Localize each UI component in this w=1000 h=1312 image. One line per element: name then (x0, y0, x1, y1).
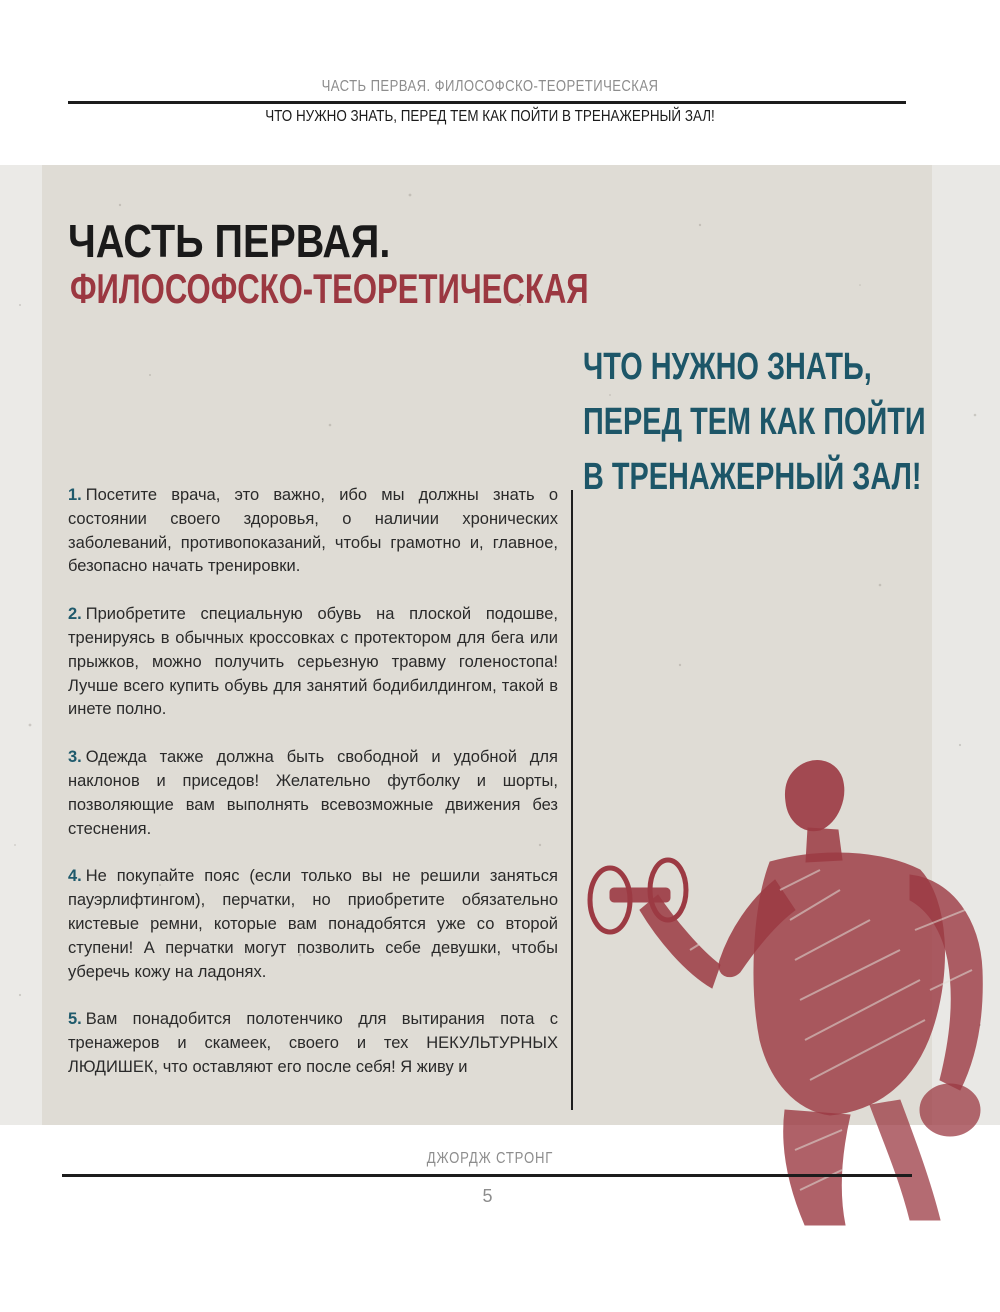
item-text: Одежда также должна быть свободной и удобной для наклонов и приседов! Желательно футболку и шорты, позволяющие вам выполнять всевозможные движения без стеснения. (68, 748, 558, 838)
topic-heading-line: ЧТО НУЖНО ЗНАТЬ, (583, 346, 872, 388)
header-rule (68, 101, 906, 104)
item-text: Приобретите специальную обувь на плоской подошве, тренируясь в обычных кроссовках с протектором для бега или прыжков, можно получить серьезную травму голеностопа! Лучше всего купить обувь для занятий бодибилдингом, такой в инете полно. (68, 605, 558, 719)
item-number: 3. (68, 748, 82, 767)
topic-heading (583, 340, 926, 505)
item-number: 1. (68, 486, 82, 504)
item-text: Вам понадобится полотенчико для вытирания пота с тренажеров и скамеек, своего и тех НЕКУЛЬТУРНЫХ ЛЮДИШЕК, что оставляют его после себя! Я живу и (68, 1010, 558, 1076)
item-number: 2. (68, 605, 82, 624)
running-header (0, 0, 1000, 150)
list-item (68, 603, 558, 722)
item-number: 5. (68, 1010, 82, 1029)
list-item (68, 1008, 558, 1079)
list-item (68, 865, 558, 984)
running-header-section: ЧАСТЬ ПЕРВАЯ. ФИЛОСОФСКО-ТЕОРЕТИЧЕСКАЯ (321, 78, 659, 95)
topic-heading-line: В ТРЕНАЖЕРНЫЙ ЗАЛ! (583, 456, 922, 498)
item-text: Посетите врача, это важно, ибо мы должны знать о состоянии своего здоровья, о наличии хронических заболеваний, противопоказаний, чтобы грамотно и, главное, безопасно начать тренировки. (68, 486, 558, 576)
item-number: 4. (68, 867, 82, 886)
list-item (68, 746, 558, 841)
running-header-chapter: ЧТО НУЖНО ЗНАТЬ, ПЕРЕД ТЕМ КАК ПОЙТИ В ТРЕНАЖЕРНЫЙ ЗАЛ! (265, 108, 715, 125)
page-number: 5 (482, 1186, 493, 1206)
column-rule (571, 490, 573, 1110)
footer-rule (62, 1174, 912, 1177)
footer-author: ДЖОРДЖ СТРОНГ (426, 1150, 554, 1167)
part-title: ЧАСТЬ ПЕРВАЯ. (68, 215, 391, 267)
body-column (68, 484, 558, 1104)
topic-heading-line: ПЕРЕД ТЕМ КАК ПОЙТИ (583, 401, 926, 443)
item-text: Не покупайте пояс (если только вы не решили заняться пауэрлифтингом), перчатки, но приобретите обязательно кистевые ремни, которые вам понадобятся уже со второй ступени! А перчатки могут позволить себе девушки, чтобы уберечь кожу на ладонях. (68, 867, 558, 981)
list-item (68, 484, 558, 579)
part-subtitle: ФИЛОСОФСКО-ТЕОРЕТИЧЕСКАЯ (70, 265, 589, 312)
